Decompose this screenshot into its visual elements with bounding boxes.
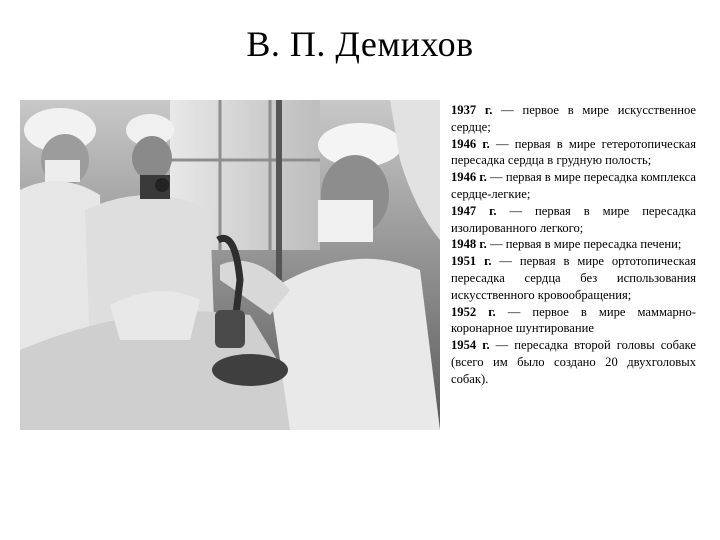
fact-year: 1948 г. [451,237,487,252]
surgery-team-photo [20,100,440,430]
fact-1946-a [451,136,696,170]
fact-1937 [451,102,696,136]
achievements-list [451,102,696,388]
fact-year: 1946 г. [451,170,487,185]
fact-text: — первое в мире искусственное сердце; [451,103,696,134]
fact-1951 [451,253,696,303]
slide-title: В. П. Демихов [246,24,474,64]
fact-text: — первая в мире пересадка изолированного легкого; [451,203,696,235]
fact-text: — первое в мире маммарно-коронарное шунтирование [451,304,696,336]
fact-year: 1946 г. [451,136,490,151]
fact-year: 1937 г. [451,103,493,117]
fact-year: 1947 г. [451,203,497,218]
fact-year: 1952 г. [451,304,496,319]
fact-1952 [451,304,696,338]
fact-1948 [451,236,696,253]
fact-text: — первая в мире гетеротопическая пересадка сердца в грудную полость; [451,136,696,168]
fact-year: 1951 г. [451,254,492,269]
fact-1946-b [451,169,696,203]
fact-text: — первая в мире ортотопическая пересадка сердца без использования искусственного кровообращения; [451,254,696,302]
fact-text: — пересадка второй головы собаке (всего им было создано 20 двухголовых собак). [451,338,696,386]
fact-year: 1954 г. [451,338,490,353]
fact-text: — первая в мире пересадка комплекса сердце-легкие; [451,170,696,201]
fact-1954 [451,337,696,387]
fact-1947 [451,203,696,237]
fact-text: — первая в мире пересадка печени; [486,237,682,252]
